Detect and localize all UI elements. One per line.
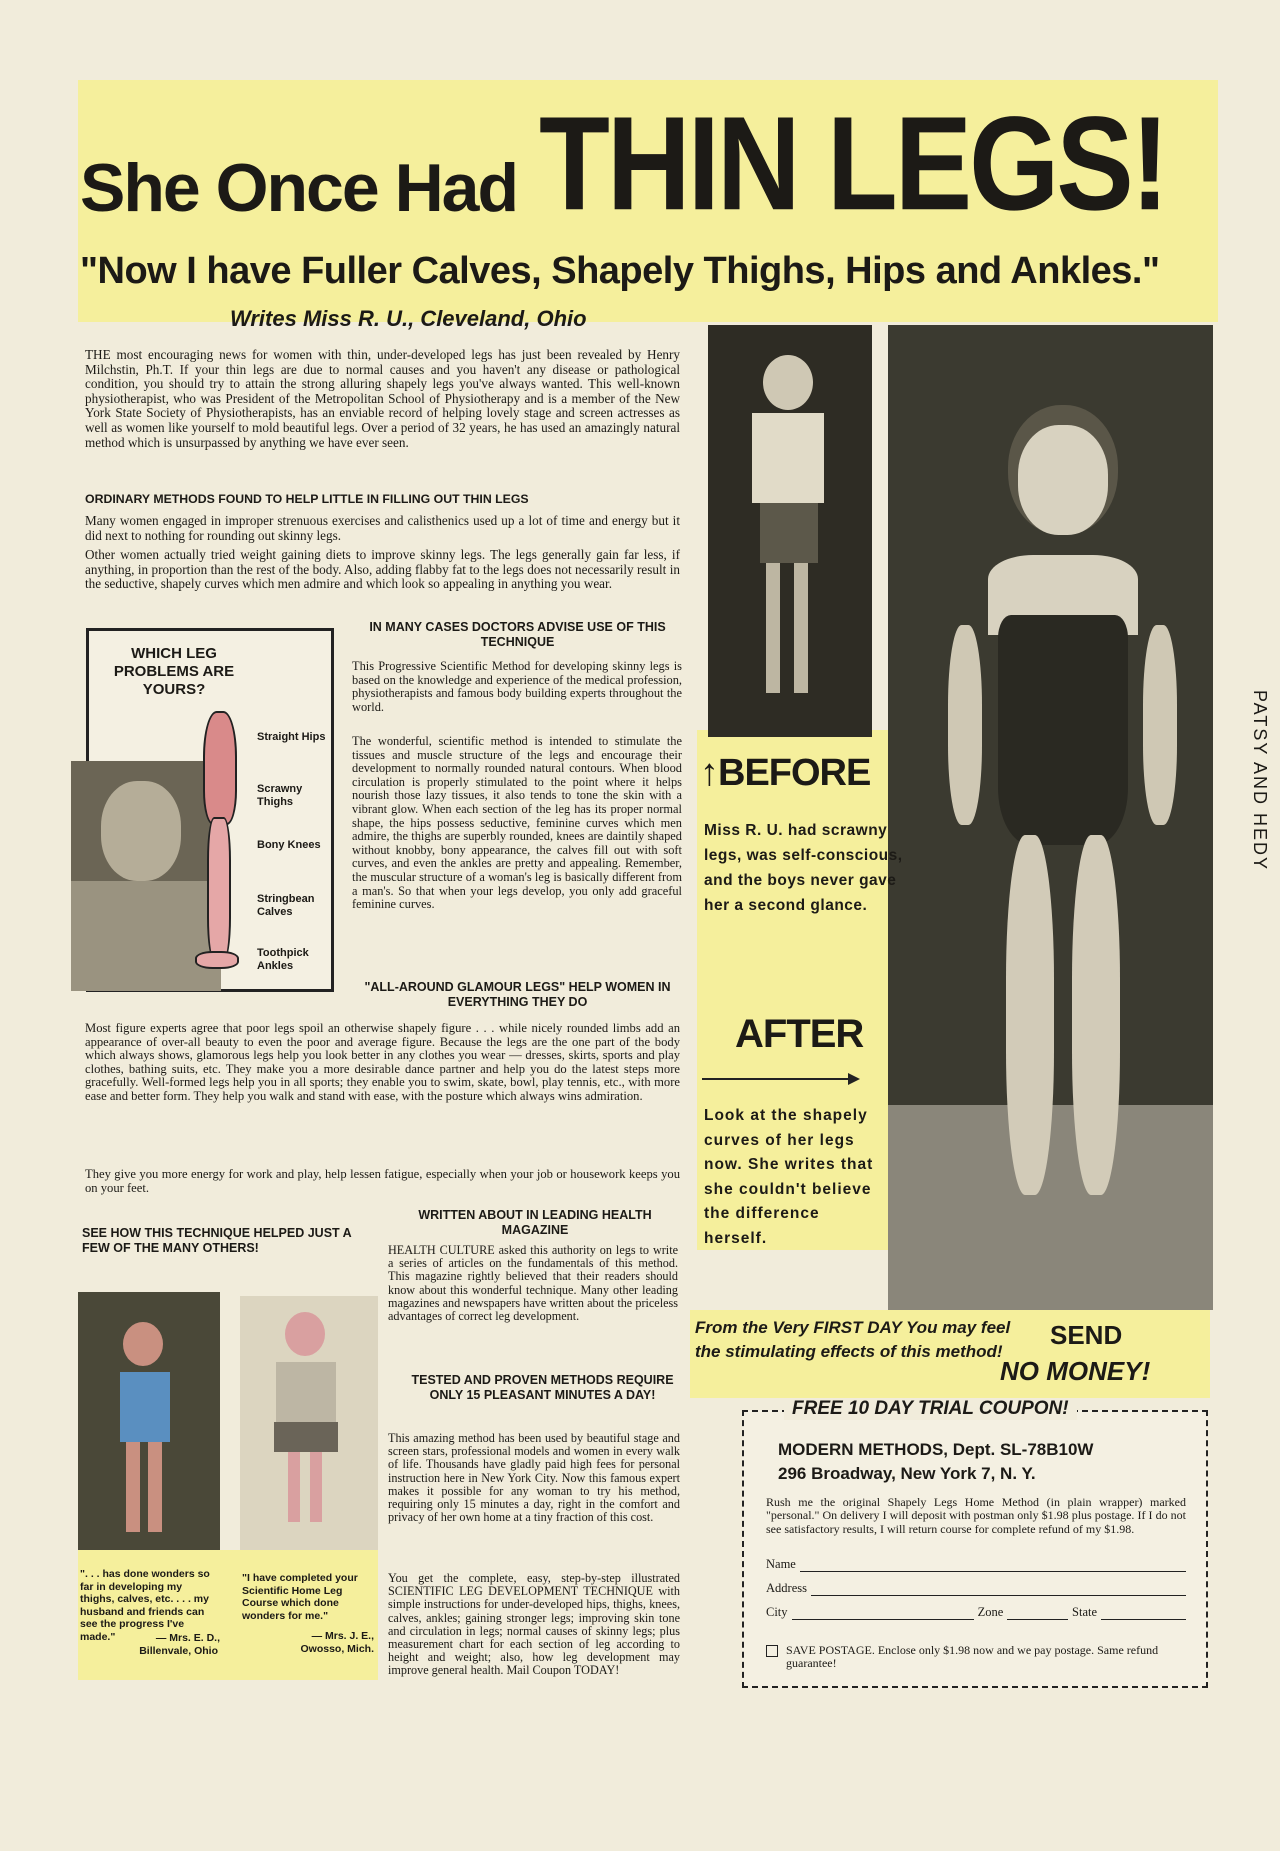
send-label: SEND (1050, 1320, 1123, 1350)
state-label: State (1072, 1605, 1098, 1619)
testimonial-author-2: — Mrs. J. E., (311, 1630, 374, 1642)
section-doctors-p2: The wonderful, scientific method is intended to stimulate the tissues and muscle structure of the legs and encourage their development to normally rounded natural contours. When blood circulation is properly stimulated to the point where it helps nourish those lazy tissues, it also tends to tone the skin with a vibrant glow. When each section of the leg has its proper normal shape, the hips possess seductive, feminine curves which men admire, the thighs are superbly rounded, knees are daintily shaped without knobby, bony appearance, the calves fill out with soft curves, and even the ankles are pretty and appealing. Remember, the muscular structure of a woman's leg is basically different from a man's. So that when your legs develop, you only add graceful feminine curves. (352, 734, 682, 912)
testimonial-photo-1 (78, 1292, 220, 1550)
before-caption: Miss R. U. had scrawny legs, was self-conscious, and the boys never gave her a second glance. (704, 822, 903, 914)
city-zone-state-field[interactable] (766, 1605, 1186, 1620)
side-label: PATSY AND HEDY (1250, 690, 1270, 872)
no-money-label: NO MONEY! (1000, 1356, 1151, 1386)
leg-problems-title: WHICH LEG PROBLEMS ARE YOURS? (113, 645, 235, 698)
first-day-text: From the Very FIRST DAY You may feel the stimulating effects of this method! (695, 1318, 1011, 1361)
section-ordinary-heading: ORDINARY METHODS FOUND TO HELP LITTLE IN FILLING OUT THIN LEGS (85, 492, 529, 506)
section-ordinary-p2: Other women actually tried weight gaining diets to improve skinny legs. The legs generally gain far less, if anything, in proportion than the rest of the body. Also, adding flabby fat to the legs does not necessarily result in the seductive, shapely curves which men admire and which look so appealing in anything you wear. (85, 547, 680, 592)
section-glamour-p2: They give you more energy for work and play, help lessen fatigue, especially when your job or housework keeps you on your feet. (85, 1167, 680, 1195)
byline: Writes Miss R. U., Cleveland, Ohio (230, 306, 587, 331)
testimonial-author-1: — Mrs. E. D., (155, 1632, 220, 1644)
testimonial-place-2: Owosso, Mich. (300, 1643, 374, 1655)
testimonial-photo-2 (240, 1296, 378, 1550)
section-doctors-heading: IN MANY CASES DOCTORS ADVISE USE OF THIS TECHNIQUE (369, 620, 666, 649)
after-label: AFTER (735, 1012, 864, 1056)
before-photo (708, 325, 872, 737)
leg-problems-box (86, 628, 334, 992)
trial-coupon[interactable] (742, 1398, 1208, 1688)
save-postage-text: SAVE POSTAGE. Enclose only $1.98 now and we pay postage. Same refund guarantee! (786, 1643, 1159, 1671)
coupon-text: Rush me the original Shapely Legs Home Method (in plain wrapper) marked "personal." On delivery I will deposit with postman only $1.98 plus postage. If I do not see satisfactory results, I will return course for complete refund of my $1.98. (766, 1495, 1186, 1536)
headline-small: She Once Had (80, 150, 518, 226)
section-magazine-p1: HEALTH CULTURE asked this authority on legs to write a series of articles on the fundamentals of this method. This magazine rightly believed that their readers should know about this wonderful technique. Many other leading magazines and newspapers have written about the priceless advantages of correct leg development. (388, 1243, 678, 1324)
section-ordinary-p1: Many women engaged in improper strenuous exercises and calisthenics used up a lot of time and energy but it did next to nothing for rounding out skinny legs. (85, 513, 680, 543)
testimonial-place-1: Billenvale, Ohio (139, 1645, 218, 1657)
headline (80, 88, 1220, 239)
before-label: ↑BEFORE (700, 752, 871, 794)
problem-item-calves: Stringbean Calves (257, 893, 315, 918)
problem-item-thighs: Scrawny Thighs (257, 783, 303, 808)
name-label: Name (766, 1557, 796, 1571)
testimonial-quote-1: ". . . has done wonders so far in developing my thighs, calves, etc. . . . my husband and friends can see the progress I've made." (80, 1568, 210, 1643)
name-field[interactable] (766, 1557, 1186, 1572)
coupon-company: MODERN METHODS, Dept. SL-78B10W (778, 1440, 1094, 1459)
intro-paragraph: THE most encouraging news for women with thin, under-developed legs has just been revealed by Henry Milchstin, Ph.T. If your thin legs are due to normal causes and you haven't any disease or pathological condition, you should try to attain the strong alluring shapely legs you've always wanted. This well-known physiotherapist, who was President of the Metropolitan School of Physiotherapy and is a member of the New York State Society of Physiotherapists, has an enviable record of helping lovely stage and screen actresses as well as women like yourself to mold beautiful legs. Over a period of 32 years, he has used an amazingly natural method which is unsurpassed by anything we have ever seen. (85, 347, 680, 450)
coupon-address: 296 Broadway, New York 7, N. Y. (778, 1464, 1036, 1483)
section-tested-p1: This amazing method has been used by beautiful stage and screen stars, professional models and women in every walk of life. Thousands have gladly paid high fees for personal instruction here in New York City. Now this famous expert makes it possible for any woman to try his method, requiring only 15 minutes a day, right in the comfort and privacy of her own home at a tiny fraction of this cost. (388, 1431, 680, 1525)
arrow-up-icon: ↑ (700, 752, 718, 794)
save-postage-checkbox[interactable] (766, 1645, 778, 1657)
coupon-title: FREE 10 DAY TRIAL COUPON! (784, 1398, 1077, 1420)
after-caption: Look at the shapely curves of her legs now. She writes that she couldn't believe the difference herself. (704, 1107, 874, 1247)
section-glamour-heading: "ALL-AROUND GLAMOUR LEGS" HELP WOMEN IN EVERYTHING THEY DO (364, 980, 671, 1009)
section-magazine-heading: WRITTEN ABOUT IN LEADING HEALTH MAGAZINE (418, 1208, 652, 1237)
zone-label: Zone (977, 1605, 1004, 1619)
section-tested-p2: You get the complete, easy, step-by-step illustrated SCIENTIFIC LEG DEVELOPMENT TECHNIQUE with simple instructions for under-developed hips, thighs, knees, calves, ankles; gaining stronger legs; improving skin tone and circulation in legs; normal causes of skinny legs; plus measurement chart for each section of leg according to height and weight; also, how leg development may improve general health. Mail Coupon TODAY! (388, 1571, 680, 1678)
subhead: "Now I have Fuller Calves, Shapely Thighs, Hips and Ankles." (80, 250, 1160, 292)
after-photo (888, 325, 1213, 1310)
section-doctors-p1: This Progressive Scientific Method for developing skinny legs is based on the knowledge and experience of the medical profession, physiotherapists and famous body building experts throughout the world. (352, 659, 682, 714)
address-label: Address (766, 1581, 807, 1595)
problem-item-knees: Bony Knees (257, 839, 321, 851)
section-tested-heading: TESTED AND PROVEN METHODS REQUIRE ONLY 15 PLEASANT MINUTES A DAY! (411, 1373, 674, 1402)
headline-big: THIN LEGS! (539, 88, 1167, 239)
address-field[interactable] (766, 1581, 1186, 1596)
section-glamour-p1: Most figure experts agree that poor legs spoil an otherwise shapely figure . . . while nicely rounded limbs add an appearance of over-all beauty to even the poor and average figure. Because the legs are the one part of the body which always shows, glamorous legs help you look better in any clothes you wear — dresses, skirts, sports and play clothes, bathing suits, etc. They make you a more desirable dance partner and help you do the latest steps more gracefully. Well-formed legs help you in all sports; they enable you to swim, skate, bowl, play tennis, etc., with more ease and better form. They help you walk and stand with ease, with the posture which always wins admiration. (85, 1021, 680, 1103)
city-label: City (766, 1605, 788, 1619)
problem-item-ankles: Toothpick Ankles (257, 947, 309, 972)
see-how-heading: SEE HOW THIS TECHNIQUE HELPED JUST A FEW OF THE MANY OTHERS! (82, 1226, 352, 1255)
problem-item-hips: Straight Hips (257, 731, 326, 743)
arrow-right-icon (702, 1072, 862, 1086)
leg-illustration (189, 711, 241, 971)
testimonial-quote-2: "I have completed your Scientific Home Leg Course which done wonders for me." (242, 1572, 358, 1622)
